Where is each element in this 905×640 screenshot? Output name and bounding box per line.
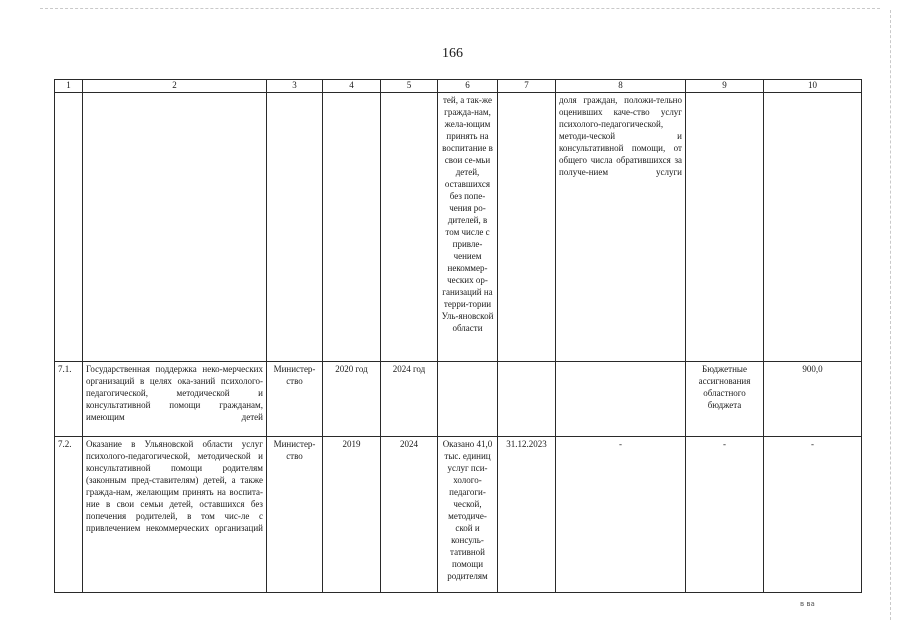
start-year: 2019 [323, 437, 381, 593]
table-row [55, 362, 862, 437]
indicator-cell: Оказано 41,0 тыс. единиц услуг пси-холого-педагоги-ческой, методиче-ской и консуль-тативной помощи родителям [438, 437, 498, 593]
end-year: 2024 год [381, 362, 438, 437]
row-number: 7.2. [55, 437, 83, 593]
page-number: 166 [442, 46, 463, 61]
cell-empty [764, 93, 862, 362]
funding-amount: - [764, 437, 862, 593]
continuation-row [55, 93, 862, 362]
target-indicator-cell [556, 362, 686, 437]
end-year: 2024 [381, 437, 438, 593]
cell-empty [83, 93, 267, 362]
target-indicator-cell: - [556, 437, 686, 593]
header-cell-7: 7 [498, 80, 556, 93]
header-cell-5: 5 [381, 80, 438, 93]
header-cell-4: 4 [323, 80, 381, 93]
funding-amount: 900,0 [764, 362, 862, 437]
scan-edge-right [890, 10, 891, 620]
header-cell-2: 2 [83, 80, 267, 93]
activity-name: Оказание в Ульяновской области услуг психолого-педагогической, методической и консультативной помощи родителям (законным пред-ставителям) детей, а также гражда-нам, желающим принять на воспита-ние в свои семьи детей, оставшихся без попечения родителей, в том чис-ле с привлечением некоммерческих организаций [83, 437, 267, 593]
header-row [55, 80, 862, 93]
header-cell-9: 9 [686, 80, 764, 93]
row-number: 7.1. [55, 362, 83, 437]
program-table [54, 79, 862, 593]
cell-empty [323, 93, 381, 362]
start-year: 2020 год [323, 362, 381, 437]
executor: Министер-ство [267, 437, 323, 593]
executor: Министер-ство [267, 362, 323, 437]
header-cell-8: 8 [556, 80, 686, 93]
indicator-cell: тей, а так-же гражда-нам, жела-ющим принять на воспитание в свои се-мьи детей, оставшихся без попе-чения ро-дителей, в том числе с привле-чением некоммер-ческих ор-ганизаций на терри-тории Уль-яновской области [438, 93, 498, 362]
date-cell [498, 362, 556, 437]
activity-name: Государственная поддержка неко-мерческих организаций в целях ока-заний психолого-педагогической, методической и консультативной помощи гражданам, имеющим детей [83, 362, 267, 437]
header-cell-6: 6 [438, 80, 498, 93]
table-row [55, 437, 862, 593]
header-cell-10: 10 [764, 80, 862, 93]
scan-marks: в ва [800, 600, 815, 608]
cell-empty [55, 93, 83, 362]
date-cell: 31.12.2023 [498, 437, 556, 593]
header-cell-1: 1 [55, 80, 83, 93]
target-indicator-cell: доля граждан, положи-тельно оценивших каче-ство услуг психолого-педагогической, методи-ческой и консультативной помощи, от общего числа обратившихся за получе-нием услуги [556, 93, 686, 362]
funding-source: - [686, 437, 764, 593]
scan-edge-top [40, 8, 880, 9]
indicator-cell [438, 362, 498, 437]
funding-source: Бюджетные ассигнования областного бюджета [686, 362, 764, 437]
header-cell-3: 3 [267, 80, 323, 93]
cell-empty [267, 93, 323, 362]
cell-empty [686, 93, 764, 362]
cell-empty [381, 93, 438, 362]
cell-empty [498, 93, 556, 362]
